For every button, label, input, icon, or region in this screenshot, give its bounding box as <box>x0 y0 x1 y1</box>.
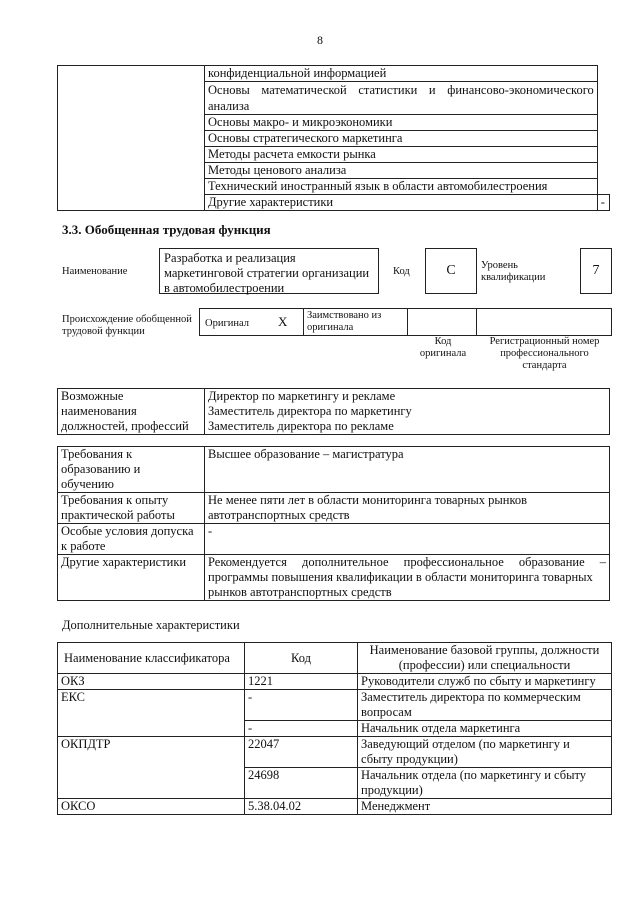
education-label-line: обучению <box>61 477 114 491</box>
name-cell-line: сбыту продукции) <box>361 752 458 766</box>
experience-value <box>205 493 610 524</box>
special-conditions-value: - <box>205 524 610 555</box>
knowledge-item: Технический иностранный язык в области автомобилестроения <box>205 179 598 195</box>
reg-number-label-line: Регистрационный номер <box>489 336 600 347</box>
positions-label <box>58 389 205 435</box>
position-item: Заместитель директора по рекламе <box>208 419 394 433</box>
function-name-box <box>159 248 379 294</box>
knowledge-item <box>205 82 598 115</box>
classifier-table <box>57 642 612 815</box>
experience-label <box>58 493 205 524</box>
classifier-cell: ОКСО <box>58 799 245 815</box>
code-value: С <box>425 248 477 294</box>
borrowed-label-line: оригинала <box>307 322 354 333</box>
special-conditions-label-line: к работе <box>61 539 106 553</box>
qualification-level-label-line: квалификации <box>481 272 546 283</box>
code-cell: - <box>245 721 358 737</box>
classifier-cell: ЕКС <box>58 690 245 737</box>
reg-number-label-line: стандарта <box>522 360 567 371</box>
position-item: Директор по маркетингу и рекламе <box>208 389 396 403</box>
name-cell: Руководители служб по сбыту и маркетингу <box>358 674 612 690</box>
education-label-line: Требования к <box>61 447 133 461</box>
origin-divider <box>407 308 477 336</box>
name-cell-line: Заведующий отделом (по маркетингу и <box>361 737 570 751</box>
name-cell-line: Начальник отдела (по маркетингу и сбыту <box>361 768 587 782</box>
function-name-line: маркетинговой стратегии организации <box>164 266 370 280</box>
requirements-table <box>57 446 610 601</box>
name-cell: Начальник отдела маркетинга <box>358 721 612 737</box>
other-characteristics-line: программы повышения квалификации в области мониторинга товарных <box>208 570 593 584</box>
code-cell: - <box>245 690 358 721</box>
name-label: Наименование <box>62 266 128 277</box>
name-cell-line: Заместитель директора по коммерческим <box>361 690 581 704</box>
other-characteristics-label: Другие характеристики <box>205 195 598 211</box>
name-cell-line: продукции) <box>361 783 423 797</box>
borrowed-label <box>307 310 381 334</box>
knowledge-item: Основы макро- и микроэкономики <box>205 115 598 131</box>
other-characteristics-value: - <box>597 195 609 211</box>
education-label <box>58 447 205 493</box>
experience-label-line: практической работы <box>61 508 175 522</box>
additional-title: Дополнительные характеристики <box>62 618 240 632</box>
positions-label-line: наименования <box>61 404 137 418</box>
name-cell <box>358 768 612 799</box>
borrowed-label-line: Заимствовано из <box>307 310 382 321</box>
qualification-level-label-line: Уровень <box>481 260 518 271</box>
name-cell <box>358 737 612 768</box>
function-name-line: Разработка и реализация <box>164 251 296 265</box>
position-item: Заместитель директора по маркетингу <box>208 404 412 418</box>
name-cell-line: вопросам <box>361 705 412 719</box>
experience-label-line: Требования к опыту <box>61 493 169 507</box>
name-cell: Менеджмент <box>358 799 612 815</box>
header-code: Код <box>245 643 358 674</box>
positions-label-line: Возможные <box>61 389 124 403</box>
education-label-line: образованию и <box>61 462 141 476</box>
special-conditions-label <box>58 524 205 555</box>
reg-number-label <box>477 336 612 372</box>
function-name-line: в автомобилестроении <box>164 281 285 295</box>
other-characteristics-line: рынков автотранспортных средств <box>208 585 392 599</box>
original-label: Оригинал <box>205 318 249 329</box>
page-number: 8 <box>317 33 323 47</box>
other-characteristics-value <box>205 555 610 601</box>
positions-values <box>205 389 610 435</box>
section-title: 3.3. Обобщенная трудовая функция <box>62 222 271 237</box>
experience-value-line: Не менее пяти лет в области мониторинга товарных рынков <box>208 493 528 507</box>
empty-label-cell <box>58 66 205 211</box>
origin-label-line: трудовой функции <box>62 326 145 337</box>
code-cell: 24698 <box>245 768 358 799</box>
positions-table <box>57 388 610 435</box>
reg-number-label-line: профессионального <box>500 348 589 359</box>
name-cell <box>358 690 612 721</box>
header-name <box>358 643 612 674</box>
original-mark: X <box>278 314 288 329</box>
knowledge-item: Методы ценового анализа <box>205 163 598 179</box>
knowledge-item: Методы расчета емкости рынка <box>205 147 598 163</box>
code-cell: 22047 <box>245 737 358 768</box>
experience-value-line: автотранспортных средств <box>208 508 350 522</box>
header-classifier: Наименование классификатора <box>58 643 245 674</box>
knowledge-item-line: анализа <box>208 99 250 113</box>
code-cell: 1221 <box>245 674 358 690</box>
header-name-line: Наименование базовой группы, должности <box>369 643 600 657</box>
other-characteristics-label: Другие характеристики <box>58 555 205 601</box>
code-label: Код <box>393 266 410 277</box>
code-original-label <box>408 336 478 360</box>
knowledge-item: конфиденциальной информацией <box>205 66 598 82</box>
knowledge-item: Основы стратегического маркетинга <box>205 131 598 147</box>
knowledge-table <box>57 65 610 211</box>
qualification-level-label <box>481 260 545 284</box>
origin-label <box>62 314 192 338</box>
special-conditions-label-line: Особые условия допуска <box>61 524 194 538</box>
header-name-line: (профессии) или специальности <box>398 658 571 672</box>
origin-label-line: Происхождение обобщенной <box>62 314 192 325</box>
code-original-label-line: оригинала <box>419 348 467 359</box>
code-original-label-line: Код <box>434 336 452 347</box>
code-cell: 5.38.04.02 <box>245 799 358 815</box>
knowledge-item-line: Основы математической статистики и финансово-экономического <box>208 83 594 97</box>
education-value: Высшее образование – магистратура <box>205 447 610 493</box>
classifier-cell: ОКЗ <box>58 674 245 690</box>
positions-label-line: должностей, профессий <box>61 419 189 433</box>
qualification-level-value: 7 <box>580 248 612 294</box>
other-characteristics-line: Рекомендуется дополнительное профессиональное образование – <box>208 555 606 569</box>
classifier-cell: ОКПДТР <box>58 737 245 799</box>
